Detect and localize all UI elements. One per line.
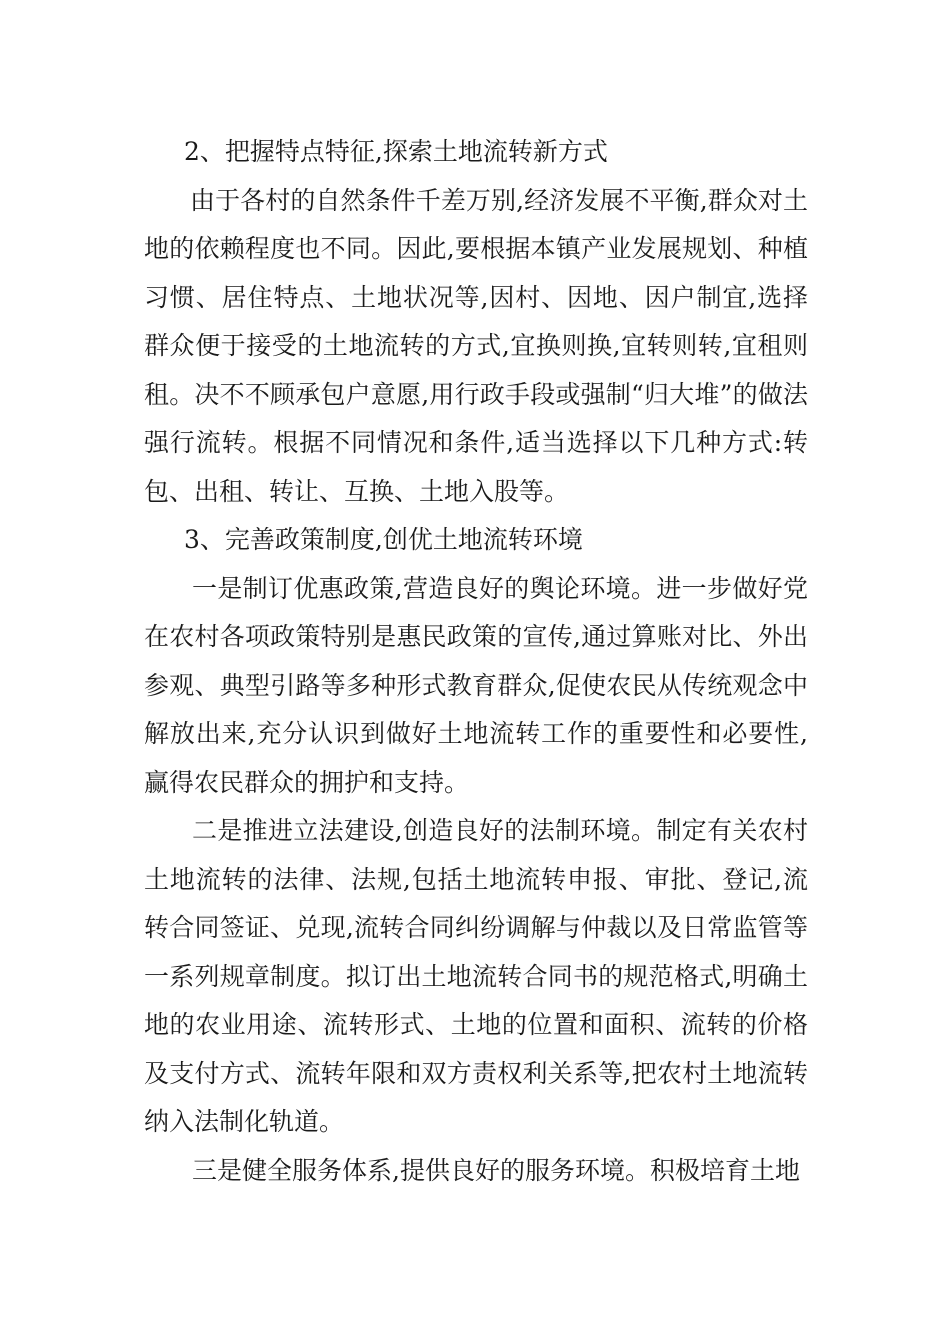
paragraph-land-transfer-methods: 由于各村的自然条件千差万别,经济发展不平衡,群众对土地的依赖程度也不同。因此,要根据本镇产业发展规划、种植习惯、居住特点、土地状况等,因村、因地、因户制宜,选择群众便于接受的土地流转的方式,宜换则换,宜转则转,宜租则租。决不不顾承包户意愿,用行政手段或强制“归大堆”的做法强行流转。根据不同情况和条件,适当选择以下几种方式:转包、出租、转让、互换、土地入股等。 [144, 185, 808, 506]
paragraph-service-system: 三是健全服务体系,提供良好的服务环境。积极培育土地 [192, 1155, 800, 1185]
section-heading-2: 2、把握特点特征,探索土地流转新方式 [184, 137, 608, 166]
document-body [144, 128, 808, 1195]
paragraph-preferential-policy: 一是制订优惠政策,营造良好的舆论环境。进一步做好党在农村各项政策特别是惠民政策的宣传,通过算账对比、外出参观、典型引路等多种形式教育群众,促使农民从传统观念中解放出来,充分认识到做好土地流转工作的重要性和必要性,赢得农民群众的拥护和支持。 [144, 573, 808, 797]
section-heading-3: 3、完善政策制度,创优土地流转环境 [184, 525, 583, 554]
paragraph-legislation: 二是推进立法建设,创造良好的法制环境。制定有关农村土地流转的法律、法规,包括土地流转申报、审批、登记,流转合同签证、兑现,流转合同纠纷调解与仲裁以及日常监管等一系列规章制度。拟订出土地流转合同书的规范格式,明确土地的农业用途、流转形式、土地的位置和面积、流转的价格及支付方式、流转年限和双方责权利关系等,把农村土地流转纳入法制化轨道。 [144, 816, 808, 1136]
